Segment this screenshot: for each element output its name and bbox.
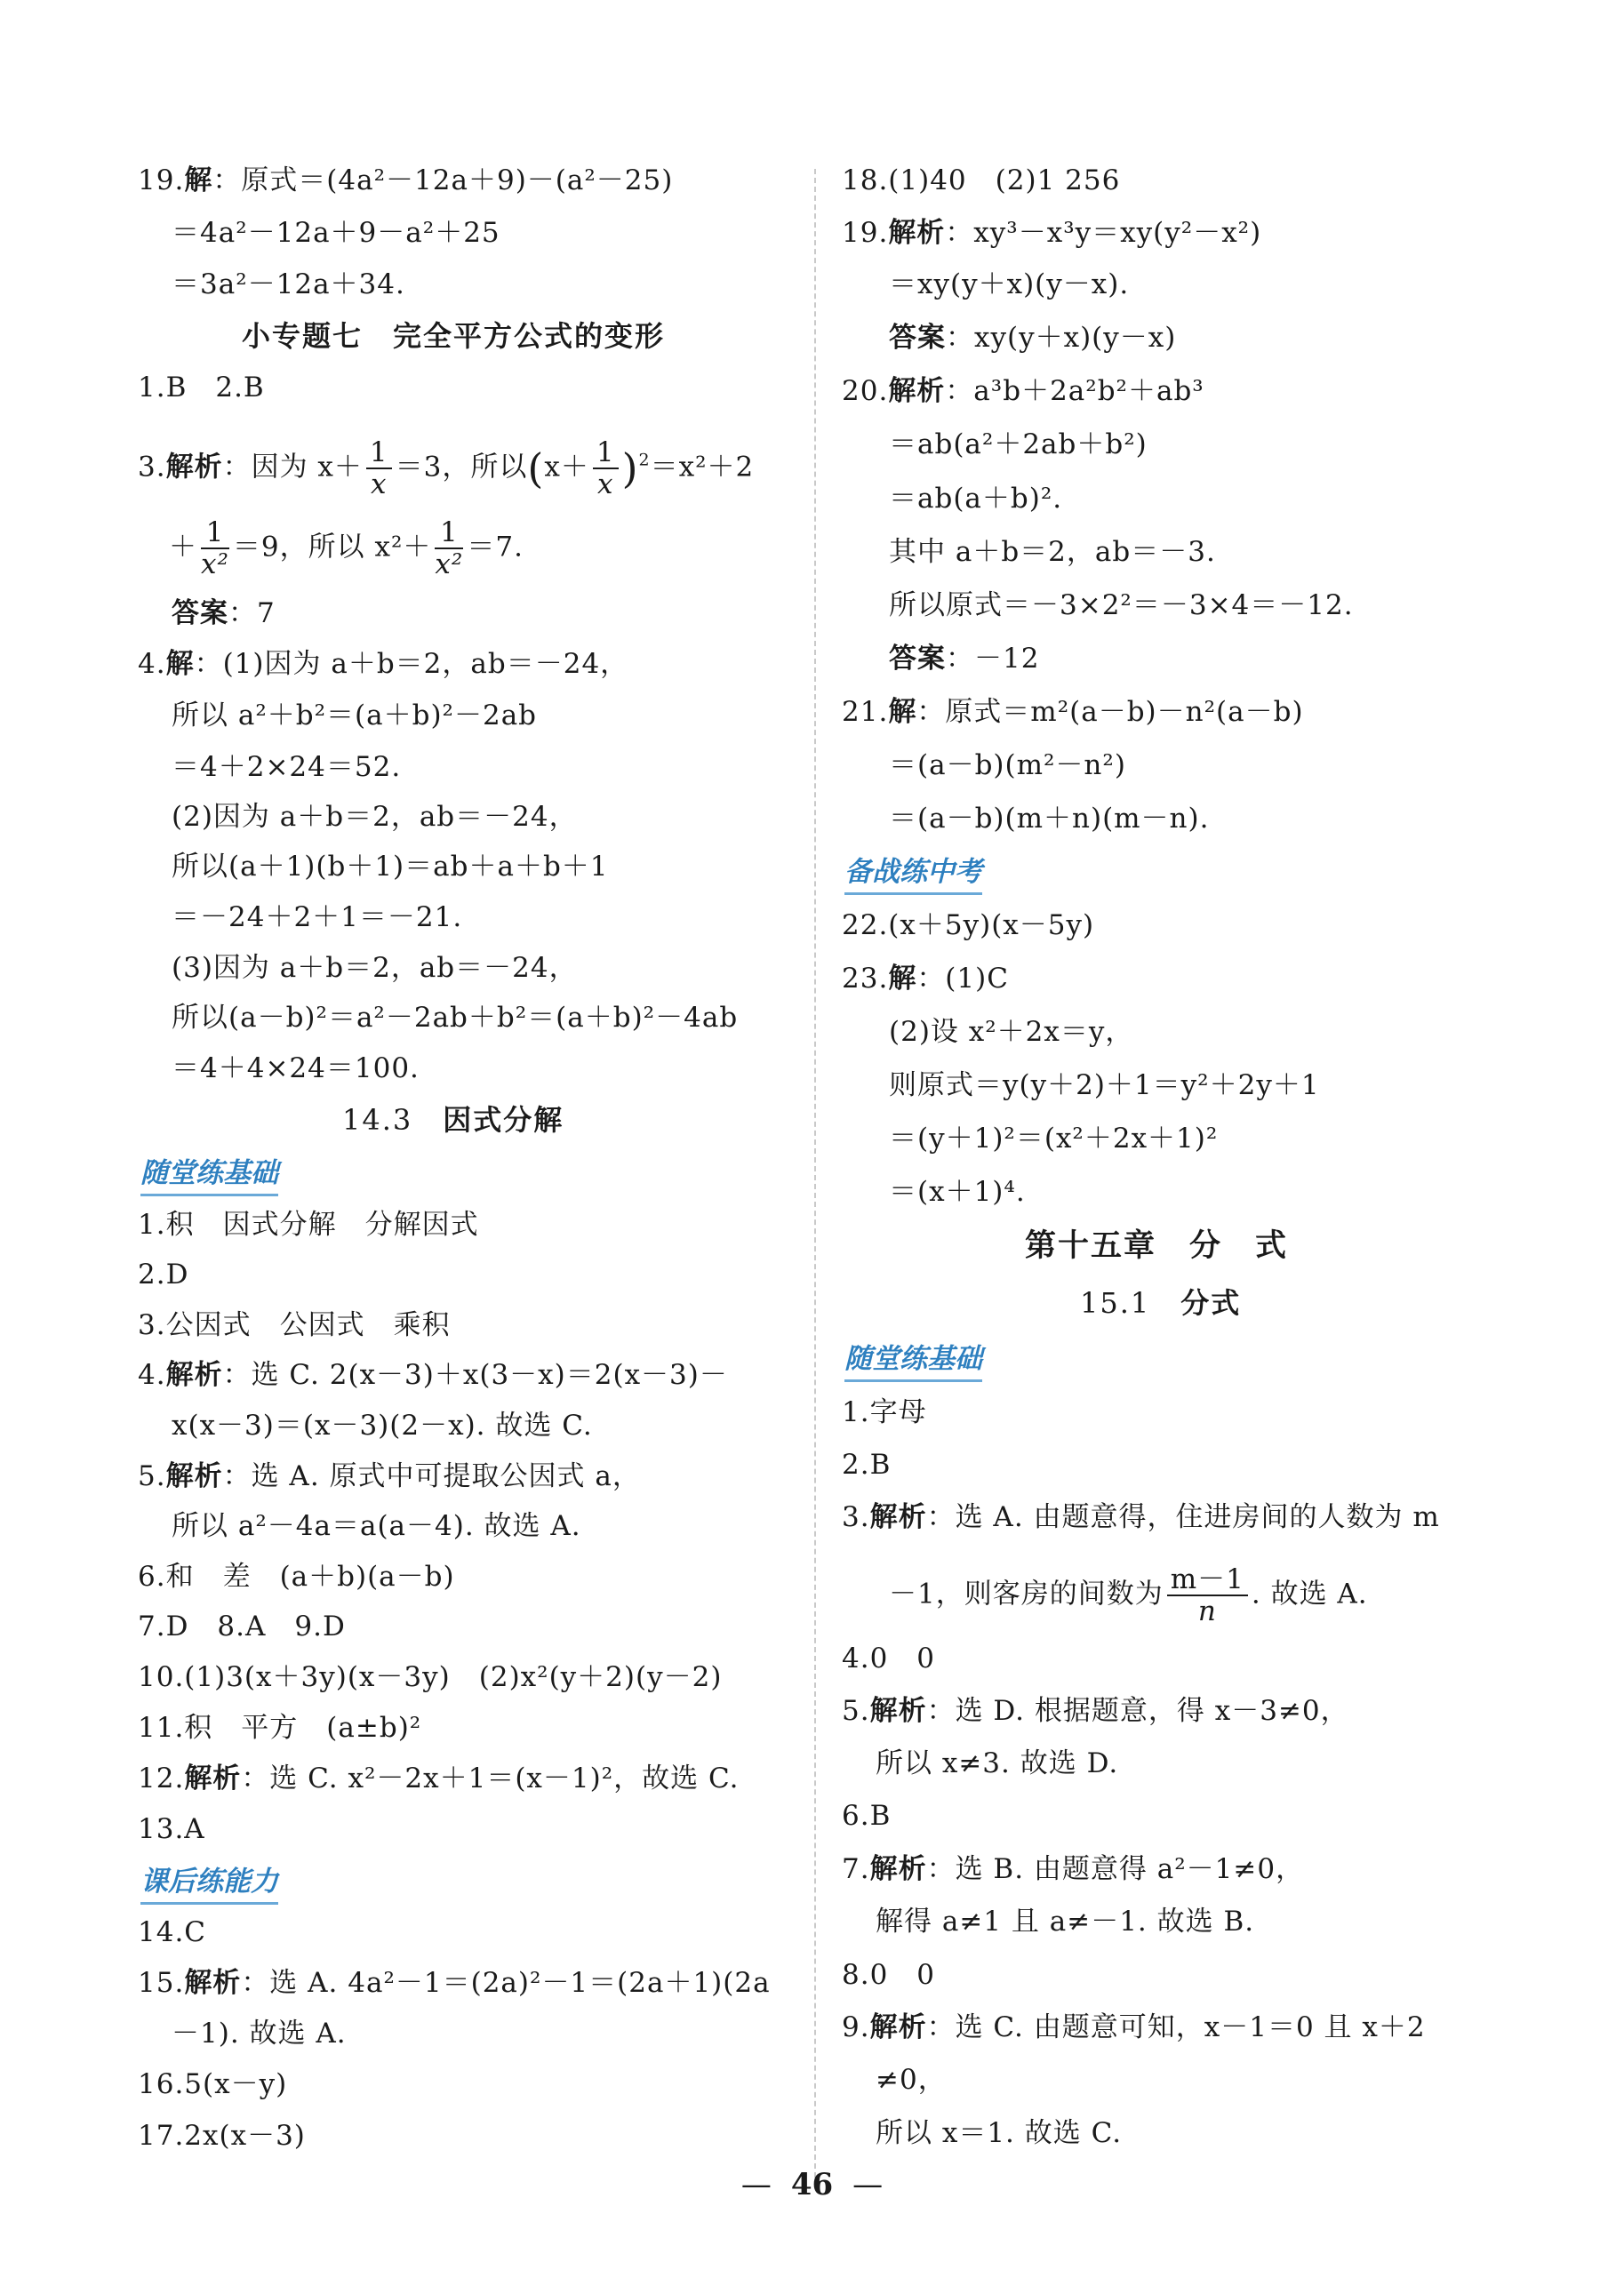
- q4-line8: 所以(a－b)²＝a²－2ab＋b²＝(a＋b)²－4ab: [172, 1002, 739, 1034]
- r-q23-line5: ＝(x＋1)⁴.: [889, 1176, 1026, 1208]
- r-q21-line3: ＝(a－b)(m＋n)(m－n).: [889, 803, 1210, 835]
- item-2: 2.D: [138, 1259, 189, 1291]
- r-q1: 1.字母: [842, 1396, 927, 1428]
- r-q23-line4: ＝(y＋1)²＝(x²＋2x＋1)²: [889, 1123, 1219, 1155]
- q4-line1: 4.解：(1)因为 a＋b＝2，ab＝－24，: [138, 648, 629, 680]
- r-q9-line3: 所以 x＝1. 故选 C.: [876, 2117, 1123, 2149]
- q3-line1: 3.解析：因为 x＋ $\frac{1}{x}$ ＝3，所以(x＋ $\frac{1}{x}$ )$^2$＝x²＋2: [138, 436, 755, 500]
- r-q22: 22.(x＋5y)(x－5y): [842, 909, 1095, 941]
- r-q19-line1: 19.解析：xy³－x³y＝xy(y²－x²): [842, 217, 1262, 249]
- r-q23-line1: 23.解：(1)C: [842, 963, 1009, 995]
- r-q3-line2: －1，则客房的间数为 $\frac{m-1}{n}$ . 故选 A.: [889, 1563, 1368, 1627]
- chapter-15-title: 第十五章 分 式: [1025, 1228, 1289, 1264]
- q19-line2: ＝4a²－12a＋9－a²＋25: [172, 217, 500, 249]
- q4-line2: 所以 a²＋b²＝(a＋b)²－2ab: [172, 699, 538, 731]
- r-q20-line5: 所以原式＝－3×2²＝－3×4＝－12.: [889, 589, 1354, 621]
- q4-line6: ＝－24＋2＋1＝－21.: [172, 901, 463, 933]
- item-6: 6.和 差 (a＋b)(a－b): [138, 1561, 455, 1593]
- page-number: — 46 —: [740, 2167, 884, 2202]
- item-11: 11.积 平方 (a±b)²: [138, 1712, 422, 1744]
- r-q21-line2: ＝(a－b)(m²－n²): [889, 749, 1126, 781]
- item-3: 3.公因式 公因式 乘积: [138, 1309, 451, 1341]
- heading-15-1: 15.1 分式: [1080, 1286, 1242, 1320]
- q4b-line2: x(x－3)＝(x－3)(2－x). 故选 C.: [172, 1410, 593, 1442]
- q12: 12.解析：选 C. x²－2x＋1＝(x－1)²，故选 C.: [138, 1762, 740, 1794]
- q4-line4: (2)因为 a＋b＝2，ab＝－24，: [172, 801, 578, 833]
- q1-2: 1.B 2.B: [138, 372, 265, 404]
- fraction: $\frac{1}{x}$: [593, 437, 619, 500]
- r-q20-line2: ＝ab(a²＋2ab＋b²): [889, 428, 1148, 460]
- section-tag-practice: 随堂练基础: [140, 1155, 278, 1196]
- fraction: $\frac{1}{\text{x²}}$: [201, 516, 229, 580]
- column-divider: [814, 169, 816, 2178]
- q16: 16.5(x－y): [138, 2068, 288, 2100]
- r-q9-line1: 9.解析：选 C. 由题意可知，x－1＝0 且 x＋2: [842, 2011, 1426, 2043]
- fraction: $\frac{1}{\text{x²}}$: [435, 516, 464, 580]
- q3-line2: ＋ $\frac{1}{\text{x²}}$ ＝9，所以 x²＋ $\frac{1}{\text{x²}}$ ＝7.: [169, 516, 524, 580]
- r-q20-line3: ＝ab(a＋b)².: [889, 483, 1063, 515]
- item-10: 10.(1)3(x＋3y)(x－3y) (2)x²(y＋2)(y－2): [138, 1661, 723, 1693]
- q4-line7: (3)因为 a＋b＝2，ab＝－24，: [172, 952, 578, 984]
- fraction: $\frac{1}{x}$: [366, 437, 392, 500]
- q13: 13.A: [138, 1813, 205, 1845]
- q4-line9: ＝4＋4×24＝100.: [172, 1052, 420, 1084]
- r-q4: 4.0 0: [842, 1643, 936, 1675]
- r-q19-line2: ＝xy(y＋x)(y－x).: [889, 268, 1130, 300]
- section-tag-exam: 备战练中考: [844, 854, 982, 895]
- r-q21-line1: 21.解：原式＝m²(a－b)－n²(a－b): [842, 696, 1304, 728]
- r-q20-line1: 20.解析：a³b＋2a²b²＋ab³: [842, 375, 1204, 407]
- r-q23-line2: (2)设 x²＋2x＝y，: [889, 1016, 1134, 1048]
- q4b-line1: 4.解析：选 C. 2(x－3)＋x(3－x)＝2(x－3)－: [138, 1359, 728, 1391]
- q5-line1: 5.解析：选 A. 原式中可提取公因式 a，: [138, 1460, 641, 1492]
- r-q20-line4: 其中 a＋b＝2，ab＝－3.: [889, 536, 1216, 568]
- section-tag-after-class: 课后练能力: [140, 1864, 278, 1905]
- q3-answer: 答案：7: [172, 597, 276, 629]
- q15-line2: －1). 故选 A.: [172, 2018, 347, 2050]
- q4-line5: 所以(a＋1)(b＋1)＝ab＋a＋b＋1: [172, 851, 609, 883]
- r-q7-line1: 7.解析：选 B. 由题意得 a²－1≠0，: [842, 1853, 1305, 1885]
- q15-line1: 15.解析：选 A. 4a²－1＝(2a)²－1＝(2a＋1)(2a: [138, 1967, 771, 1999]
- r-q20-answer: 答案：－12: [889, 643, 1040, 675]
- r-q23-line3: 则原式＝y(y＋2)＋1＝y²＋2y＋1: [889, 1069, 1320, 1101]
- item-1: 1.积 因式分解 分解因式: [138, 1209, 479, 1241]
- q17: 17.2x(x－3): [138, 2120, 306, 2152]
- r-q9-line2: ≠0，: [876, 2064, 947, 2096]
- q14: 14.C: [138, 1916, 207, 1948]
- r-q5-line2: 所以 x≠3. 故选 D.: [876, 1747, 1119, 1779]
- r-q2: 2.B: [842, 1449, 892, 1481]
- r-q6: 6.B: [842, 1800, 892, 1832]
- r-q3-line1: 3.解析：选 A. 由题意得，住进房间的人数为 m: [842, 1501, 1440, 1533]
- heading-14-3: 14.3 因式分解: [342, 1103, 564, 1137]
- r-q5-line1: 5.解析：选 D. 根据题意，得 x－3≠0，: [842, 1695, 1349, 1727]
- fraction: $\frac{m-1}{n}$: [1167, 1564, 1248, 1627]
- r-q18: 18.(1)40 (2)1 256: [842, 164, 1121, 196]
- item-7-9: 7.D 8.A 9.D: [138, 1611, 346, 1643]
- r-q19-answer: 答案：xy(y＋x)(y－x): [889, 322, 1177, 354]
- q19-line3: ＝3a²－12a＋34.: [172, 268, 405, 300]
- q19-line1: 19.解：原式＝(4a²－12a＋9)－(a²－25): [138, 164, 674, 196]
- section-tag-practice-right: 随堂练基础: [844, 1341, 982, 1382]
- heading-topic7: 小专题七 完全平方公式的变形: [242, 319, 666, 353]
- q5-line2: 所以 a²－4a＝a(a－4). 故选 A.: [172, 1510, 581, 1542]
- q4-line3: ＝4＋2×24＝52.: [172, 751, 402, 783]
- r-q7-line2: 解得 a≠1 且 a≠－1. 故选 B.: [876, 1906, 1255, 1938]
- r-q8: 8.0 0: [842, 1959, 936, 1991]
